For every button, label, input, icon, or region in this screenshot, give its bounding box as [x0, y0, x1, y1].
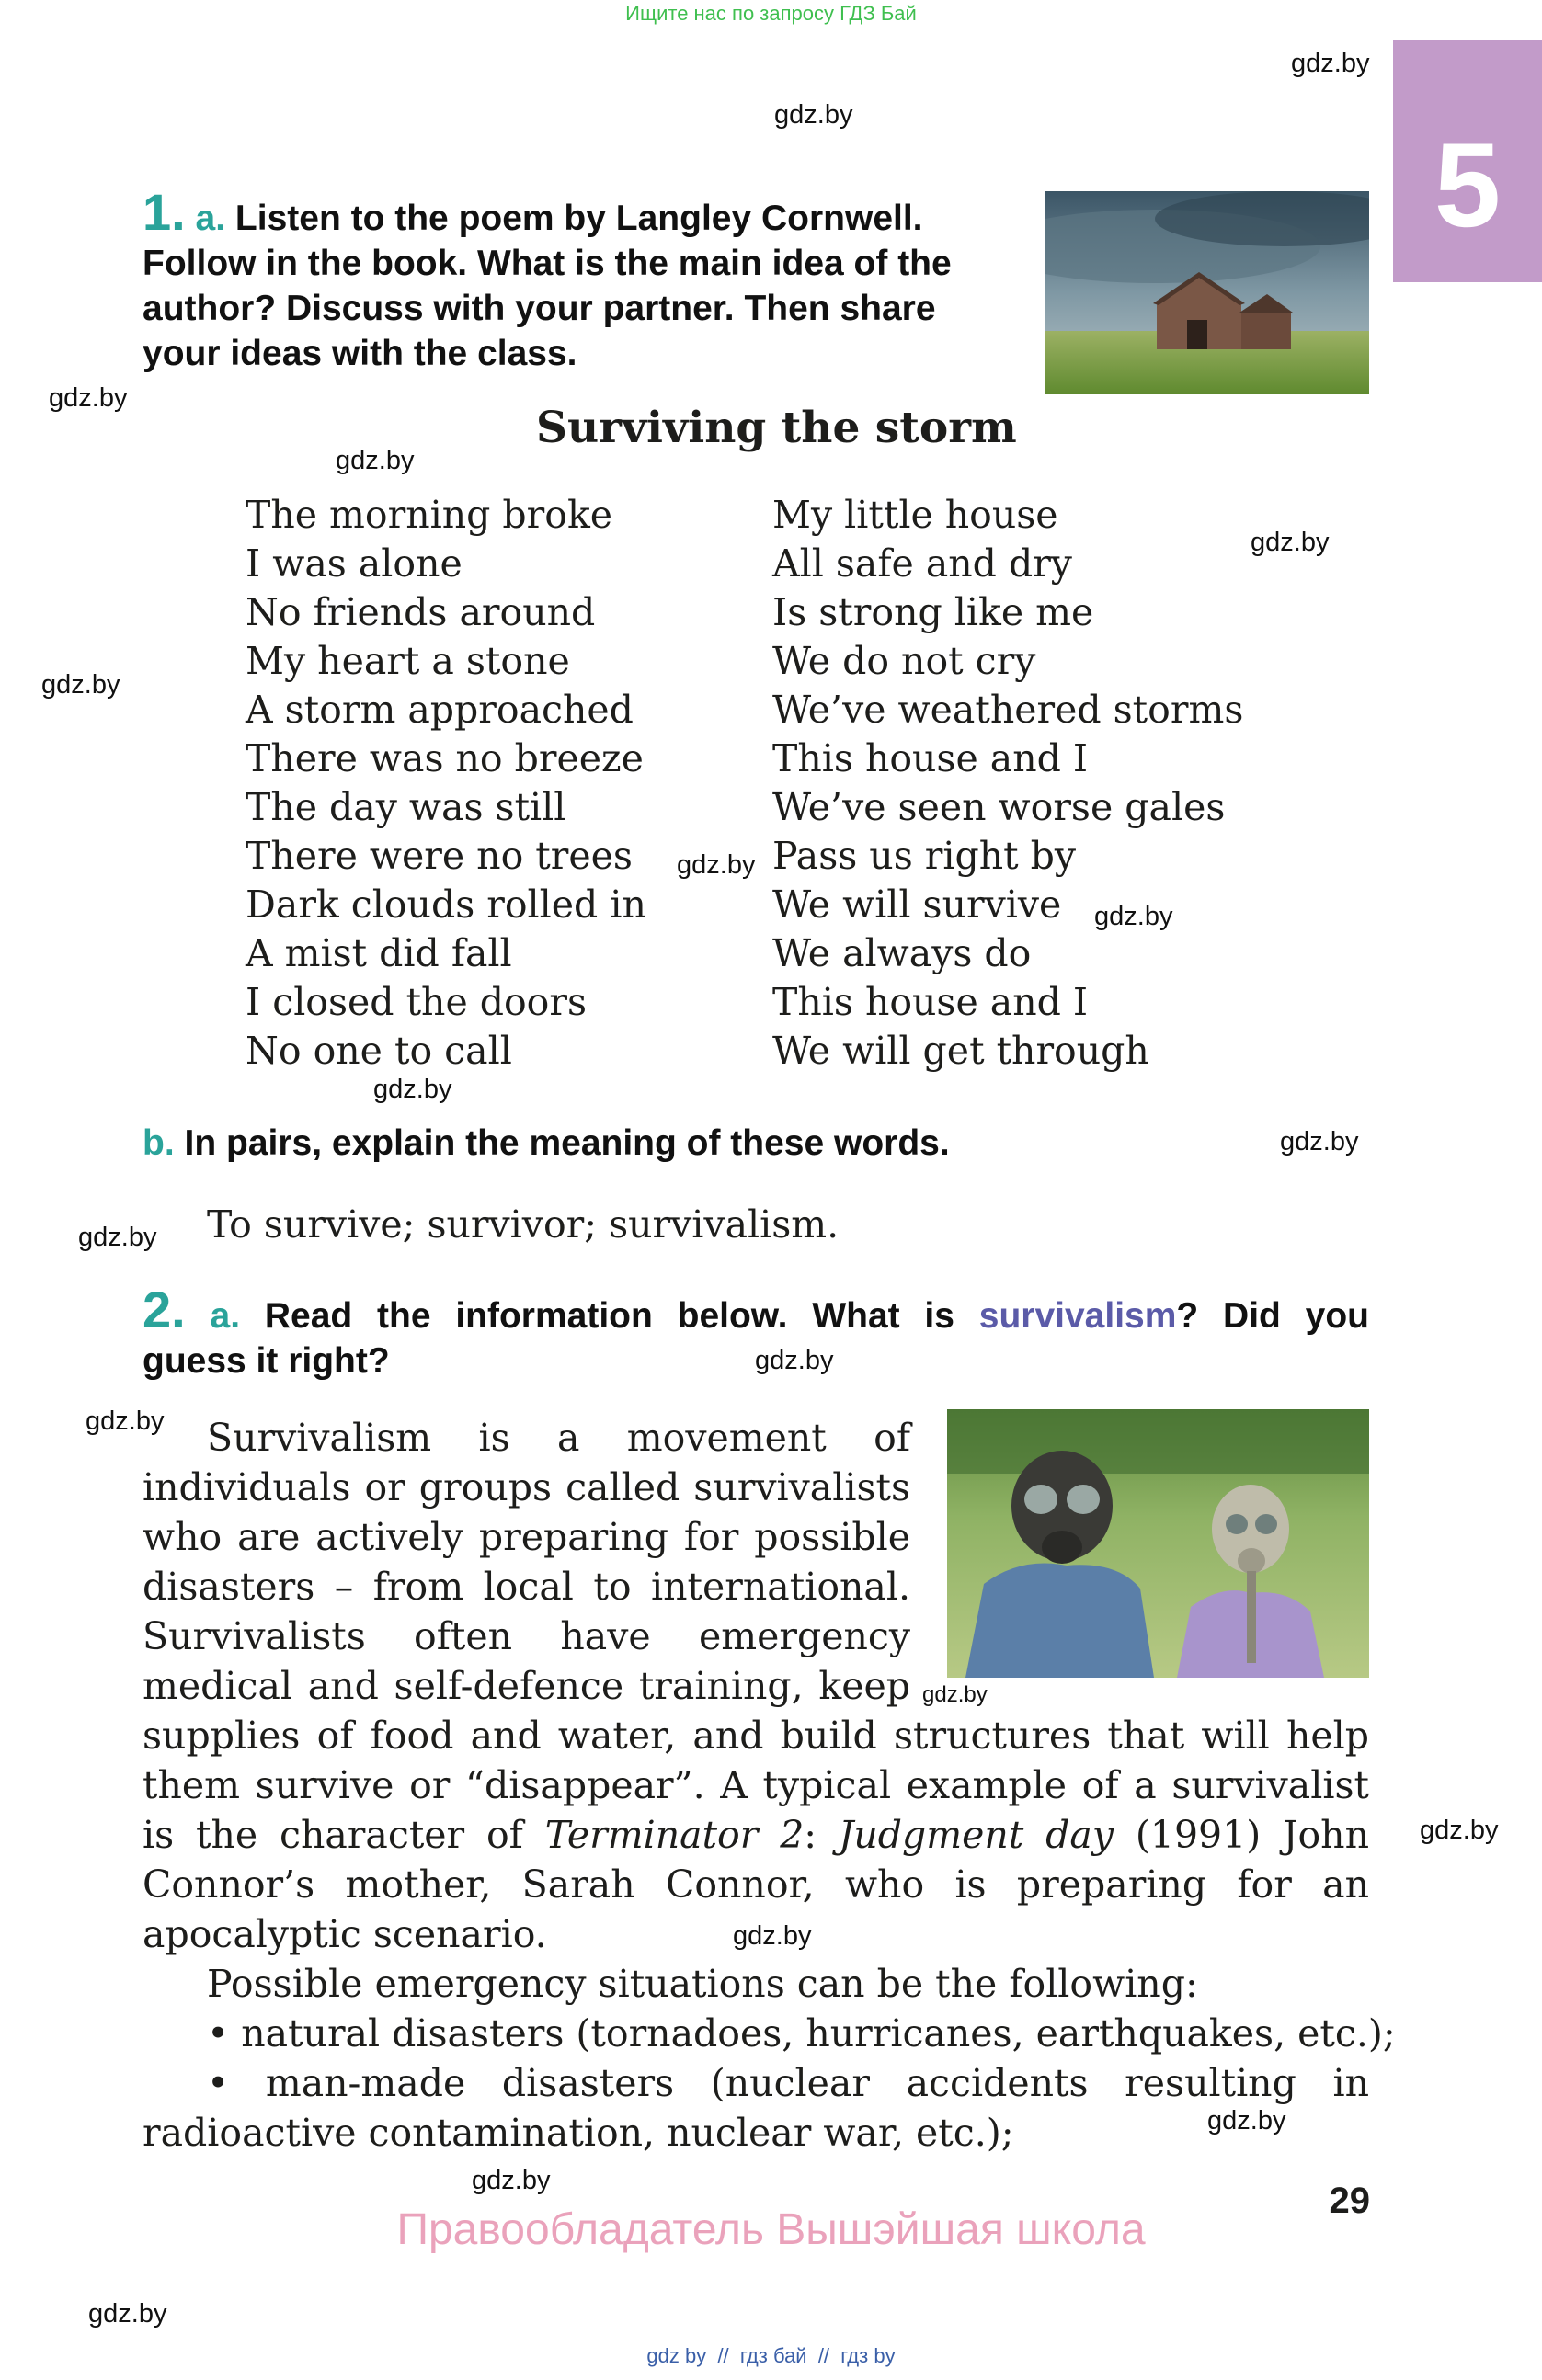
task1-part-b	[143, 1121, 950, 1166]
bullet-natural: • natural disasters (tornadoes, hurricanes, earthquakes, etc.);	[207, 2011, 1396, 2055]
task2-instruction-line2: guess it right?	[143, 1341, 390, 1381]
barn-photo	[1045, 191, 1369, 394]
poem-line: I closed the doors	[246, 980, 588, 1024]
possible-situations: Possible emergency situations can be the following:	[207, 1962, 1198, 2006]
film-title: Terminator 2	[544, 1813, 805, 1857]
poem-line: We will survive	[772, 883, 1062, 927]
text-line: apocalyptic scenario.	[143, 1912, 547, 1956]
poem-line: We do not cry	[772, 639, 1036, 683]
poem-line: There was no breeze	[246, 736, 644, 780]
watermark: gdz.by	[755, 1346, 834, 1375]
poem-line: A mist did fall	[246, 931, 512, 975]
poem-line: My little house	[772, 493, 1058, 537]
terminator-after: (1991) John	[1114, 1813, 1369, 1857]
text-line: Connor’s mother, Sarah Connor, who is preparing for an	[143, 1862, 1369, 1907]
poem-line: We will get through	[772, 1029, 1149, 1073]
task1-words: To survive; survivor; survivalism.	[207, 1202, 840, 1247]
watermark: gdz.by	[733, 1921, 812, 1951]
copyright-note: Правообладатель Вышэйшая школа	[396, 2205, 1146, 2254]
watermark: gdz.by	[86, 1406, 165, 1436]
watermark: gdz.by	[922, 1682, 988, 1707]
unit-tab	[1393, 40, 1542, 282]
task2-instruction-before: Read the information below. What is	[264, 1296, 979, 1336]
poem-line: I was alone	[246, 541, 463, 586]
text-line: supplies of food and water, and build structures that will help	[143, 1714, 1369, 1758]
poem-line: There were no trees	[246, 834, 633, 878]
text-line: disasters – from local to international.	[143, 1565, 910, 1609]
poem-line: No one to call	[246, 1029, 512, 1073]
task1-instruction-line: author? Discuss with your partner. Then share	[143, 289, 936, 328]
watermark: gdz.by	[1280, 1127, 1359, 1156]
terminator-colon: :	[804, 1813, 839, 1857]
survivalism-highlight: survivalism	[978, 1296, 1177, 1336]
poem-right-column	[772, 491, 1243, 1076]
poem-title: Surviving the storm	[536, 403, 1017, 453]
poem-line: The day was still	[246, 785, 566, 829]
poem-line: This house and I	[772, 736, 1089, 780]
terminator-before: is the character of	[143, 1813, 545, 1857]
watermark: gdz.by	[88, 2299, 167, 2329]
task2-part-a-letter: a.	[210, 1296, 241, 1336]
text-line: individuals or groups called survivalists	[143, 1465, 910, 1509]
poem-line: We’ve weathered storms	[772, 688, 1244, 732]
watermark: gdz.by	[472, 2166, 551, 2195]
poem-line: We’ve seen worse gales	[772, 785, 1226, 829]
task2-instruction-block	[143, 1281, 1369, 1384]
task1-instruction-line: Follow in the book. What is the main idea of the	[143, 244, 952, 283]
task2-instruction-after: ? Did you	[1176, 1296, 1369, 1336]
poem-left-column	[246, 491, 646, 1076]
text-line: radioactive contamination, nuclear war, etc.);	[143, 2111, 1014, 2155]
text-line: Survivalists often have emergency	[143, 1614, 910, 1658]
watermark: gdz.by	[1207, 2106, 1286, 2135]
poem-line: My heart a stone	[246, 639, 570, 683]
watermark: gdz.by	[336, 446, 415, 475]
film-subtitle: Judgment day	[838, 1813, 1114, 1857]
bullet-man-made: • man-made disasters (nuclear accidents resulting in	[207, 2061, 1369, 2105]
poem-line: All safe and dry	[772, 541, 1072, 586]
text-line: them survive or “disappear”. A typical example of a survivalist	[143, 1763, 1369, 1807]
watermark: gdz.by	[373, 1075, 452, 1104]
top-search-note: Ищите нас по запросу ГДЗ Бай	[625, 2, 917, 25]
watermark: gdz.by	[1094, 902, 1173, 931]
poem-line: We always do	[772, 931, 1032, 975]
watermark: gdz.by	[49, 383, 128, 413]
poem-line: No friends around	[246, 590, 596, 634]
text-line: who are actively preparing for possible	[143, 1515, 910, 1559]
task1-part-b-letter: b.	[143, 1123, 175, 1163]
poem-line: Dark clouds rolled in	[246, 883, 646, 927]
poem-line: Is strong like me	[772, 590, 1094, 634]
watermark: gdz.by	[1251, 528, 1330, 557]
watermark: gdz.by	[1291, 49, 1370, 78]
watermark: gdz.by	[774, 100, 853, 130]
task1-instruction-line: Listen to the poem by Langley Cornwell.	[234, 199, 923, 238]
watermark: gdz.by	[677, 850, 756, 880]
poem-line: The morning broke	[246, 493, 613, 537]
task2-text-wide	[143, 1711, 1396, 2158]
poem-line: This house and I	[772, 980, 1089, 1024]
poem-line: Pass us right by	[772, 834, 1077, 878]
bottom-links: gdz by // гдз бай // гдз by	[646, 2344, 896, 2367]
poem-line: A storm approached	[246, 688, 634, 732]
task2-number: 2.	[143, 1281, 186, 1338]
task1-part-b-instruction: In pairs, explain the meaning of these words.	[184, 1123, 950, 1163]
watermark: gdz.by	[1420, 1816, 1499, 1845]
text-line: medical and self-defence training, keep	[143, 1664, 910, 1708]
task1-part-a-letter: a.	[195, 199, 226, 238]
watermark: gdz.by	[41, 670, 120, 700]
unit-number: 5	[1433, 118, 1502, 252]
terminator-line	[143, 1810, 1369, 1860]
watermark: gdz.by	[78, 1223, 157, 1252]
task2-text-narrow	[143, 1413, 910, 1711]
gas-mask-photo	[947, 1409, 1369, 1678]
task1-number: 1.	[143, 183, 186, 241]
task1-instruction-line: your ideas with the class.	[143, 334, 577, 373]
page-number: 29	[1329, 2181, 1370, 2221]
task1-instruction-block	[143, 183, 1025, 376]
text-line: Survivalism is a movement of	[207, 1416, 910, 1460]
